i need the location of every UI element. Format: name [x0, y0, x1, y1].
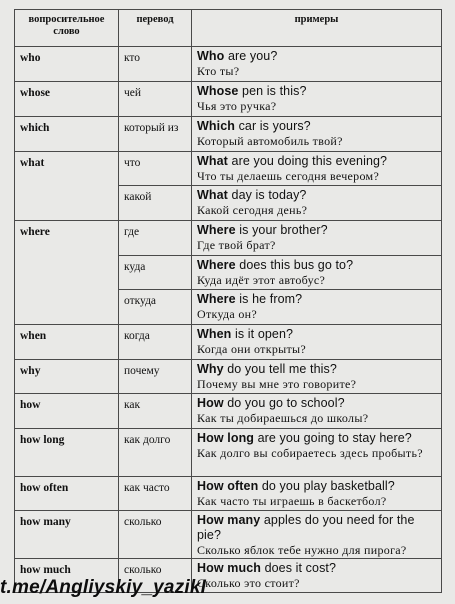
example-english — [197, 513, 437, 543]
example-rest: does it cost? — [261, 561, 337, 575]
table-row — [15, 477, 442, 511]
example-keyword: Why — [197, 362, 224, 376]
table-row — [15, 394, 442, 429]
example-english — [197, 292, 437, 307]
translation: сколько — [119, 559, 192, 593]
translation: как долго — [119, 429, 192, 477]
example-rest: are you going to stay here? — [254, 431, 412, 445]
translation: откуда — [119, 290, 192, 325]
table-header-row — [15, 10, 442, 47]
example — [192, 152, 442, 186]
example-english — [197, 258, 437, 273]
question-word: how — [15, 394, 119, 429]
example — [192, 559, 442, 593]
example-russian: Когда они открыты? — [197, 342, 307, 356]
example-keyword: When — [197, 327, 232, 341]
example — [192, 82, 442, 117]
translation: где — [119, 221, 192, 256]
example-rest: is your brother? — [235, 223, 328, 237]
example-keyword: How many — [197, 513, 261, 527]
example-russian: Сколько яблок тебе нужно для пирога? — [197, 543, 407, 557]
translation: как — [119, 394, 192, 429]
question-word: when — [15, 325, 119, 360]
example-keyword: Whose — [197, 84, 239, 98]
example-english — [197, 327, 437, 342]
example-rest: apples do you need for the pie? — [197, 513, 415, 542]
example-english — [197, 49, 437, 64]
example-russian: Сколько это стоит? — [197, 576, 300, 590]
table-row — [15, 47, 442, 82]
question-word: which — [15, 117, 119, 152]
example-rest: do you play basketball? — [258, 479, 395, 493]
example-russian: Что ты делаешь сегодня вечером? — [197, 169, 380, 183]
table-row — [15, 360, 442, 394]
example-russian: Куда идёт этот автобус? — [197, 273, 326, 287]
example-keyword: Where — [197, 292, 236, 306]
example — [192, 186, 442, 221]
translation: кто — [119, 47, 192, 82]
watermark-link: t.me/Angliyskiy_yazikI — [0, 577, 207, 598]
example — [192, 394, 442, 429]
example-rest: is he from? — [235, 292, 303, 306]
question-word: why — [15, 360, 119, 394]
table-row — [15, 221, 442, 256]
example-english — [197, 479, 437, 494]
example-russian: Где твой брат? — [197, 238, 276, 252]
example — [192, 325, 442, 360]
example — [192, 47, 442, 82]
example-english — [197, 431, 437, 446]
translation: когда — [119, 325, 192, 360]
example-keyword: What — [197, 188, 228, 202]
example-rest: does this bus go to? — [235, 258, 354, 272]
translation: который из — [119, 117, 192, 152]
example-english — [197, 119, 437, 134]
question-word: where — [15, 221, 119, 325]
example-rest: are you? — [224, 49, 278, 63]
example — [192, 117, 442, 152]
translation: сколько — [119, 511, 192, 559]
table-row — [15, 117, 442, 152]
question-word: what — [15, 152, 119, 221]
example-english — [197, 188, 437, 203]
example — [192, 511, 442, 559]
question-word: how long — [15, 429, 119, 477]
example — [192, 290, 442, 325]
example — [192, 360, 442, 394]
question-word: how many — [15, 511, 119, 559]
example-russian: Как ты добираешься до школы? — [197, 411, 369, 425]
header-examples: примеры — [192, 10, 442, 47]
header-translation: перевод — [119, 10, 192, 47]
example-keyword: How often — [197, 479, 259, 493]
question-word: how often — [15, 477, 119, 511]
example-english — [197, 362, 437, 377]
translation: какой — [119, 186, 192, 221]
example-english — [197, 561, 437, 576]
example-russian: Какой сегодня день? — [197, 203, 308, 217]
example-russian: Кто ты? — [197, 64, 240, 78]
example-rest: is it open? — [231, 327, 294, 341]
table-row — [15, 429, 442, 477]
example-russian: Как долго вы собираетесь здесь пробыть? — [197, 446, 423, 460]
example-english — [197, 154, 437, 169]
question-word: whose — [15, 82, 119, 117]
example-rest: day is today? — [227, 188, 307, 202]
example — [192, 221, 442, 256]
question-word: who — [15, 47, 119, 82]
example-keyword: Where — [197, 258, 236, 272]
example-rest: car is yours? — [235, 119, 311, 133]
example-russian: Почему вы мне это говорите? — [197, 377, 357, 391]
translation: что — [119, 152, 192, 186]
example-keyword: How long — [197, 431, 255, 445]
example-keyword: What — [197, 154, 228, 168]
table-row — [15, 325, 442, 360]
example-keyword: Where — [197, 223, 236, 237]
example — [192, 256, 442, 290]
example-keyword: How — [197, 396, 224, 410]
translation: почему — [119, 360, 192, 394]
question-words-table — [14, 9, 442, 593]
example-rest: pen is this? — [238, 84, 307, 98]
example — [192, 477, 442, 511]
table-row — [15, 511, 442, 559]
example-russian: Откуда он? — [197, 307, 257, 321]
example-rest: are you doing this evening? — [227, 154, 388, 168]
example-keyword: How much — [197, 561, 261, 575]
table-row — [15, 152, 442, 186]
table-row — [15, 82, 442, 117]
example-english — [197, 396, 437, 411]
translation: чей — [119, 82, 192, 117]
example-rest: do you go to school? — [223, 396, 345, 410]
translation: куда — [119, 256, 192, 290]
question-word: how much — [15, 559, 119, 593]
translation: как часто — [119, 477, 192, 511]
example-russian: Как часто ты играешь в баскетбол? — [197, 494, 387, 508]
example-russian: Который автомобиль твой? — [197, 134, 343, 148]
example-keyword: Which — [197, 119, 235, 133]
example-rest: do you tell me this? — [223, 362, 337, 376]
example-english — [197, 84, 437, 99]
header-question-word: вопросительное слово — [15, 10, 119, 47]
example-keyword: Who — [197, 49, 225, 63]
example-russian: Чья это ручка? — [197, 99, 277, 113]
example — [192, 429, 442, 477]
example-english — [197, 223, 437, 238]
